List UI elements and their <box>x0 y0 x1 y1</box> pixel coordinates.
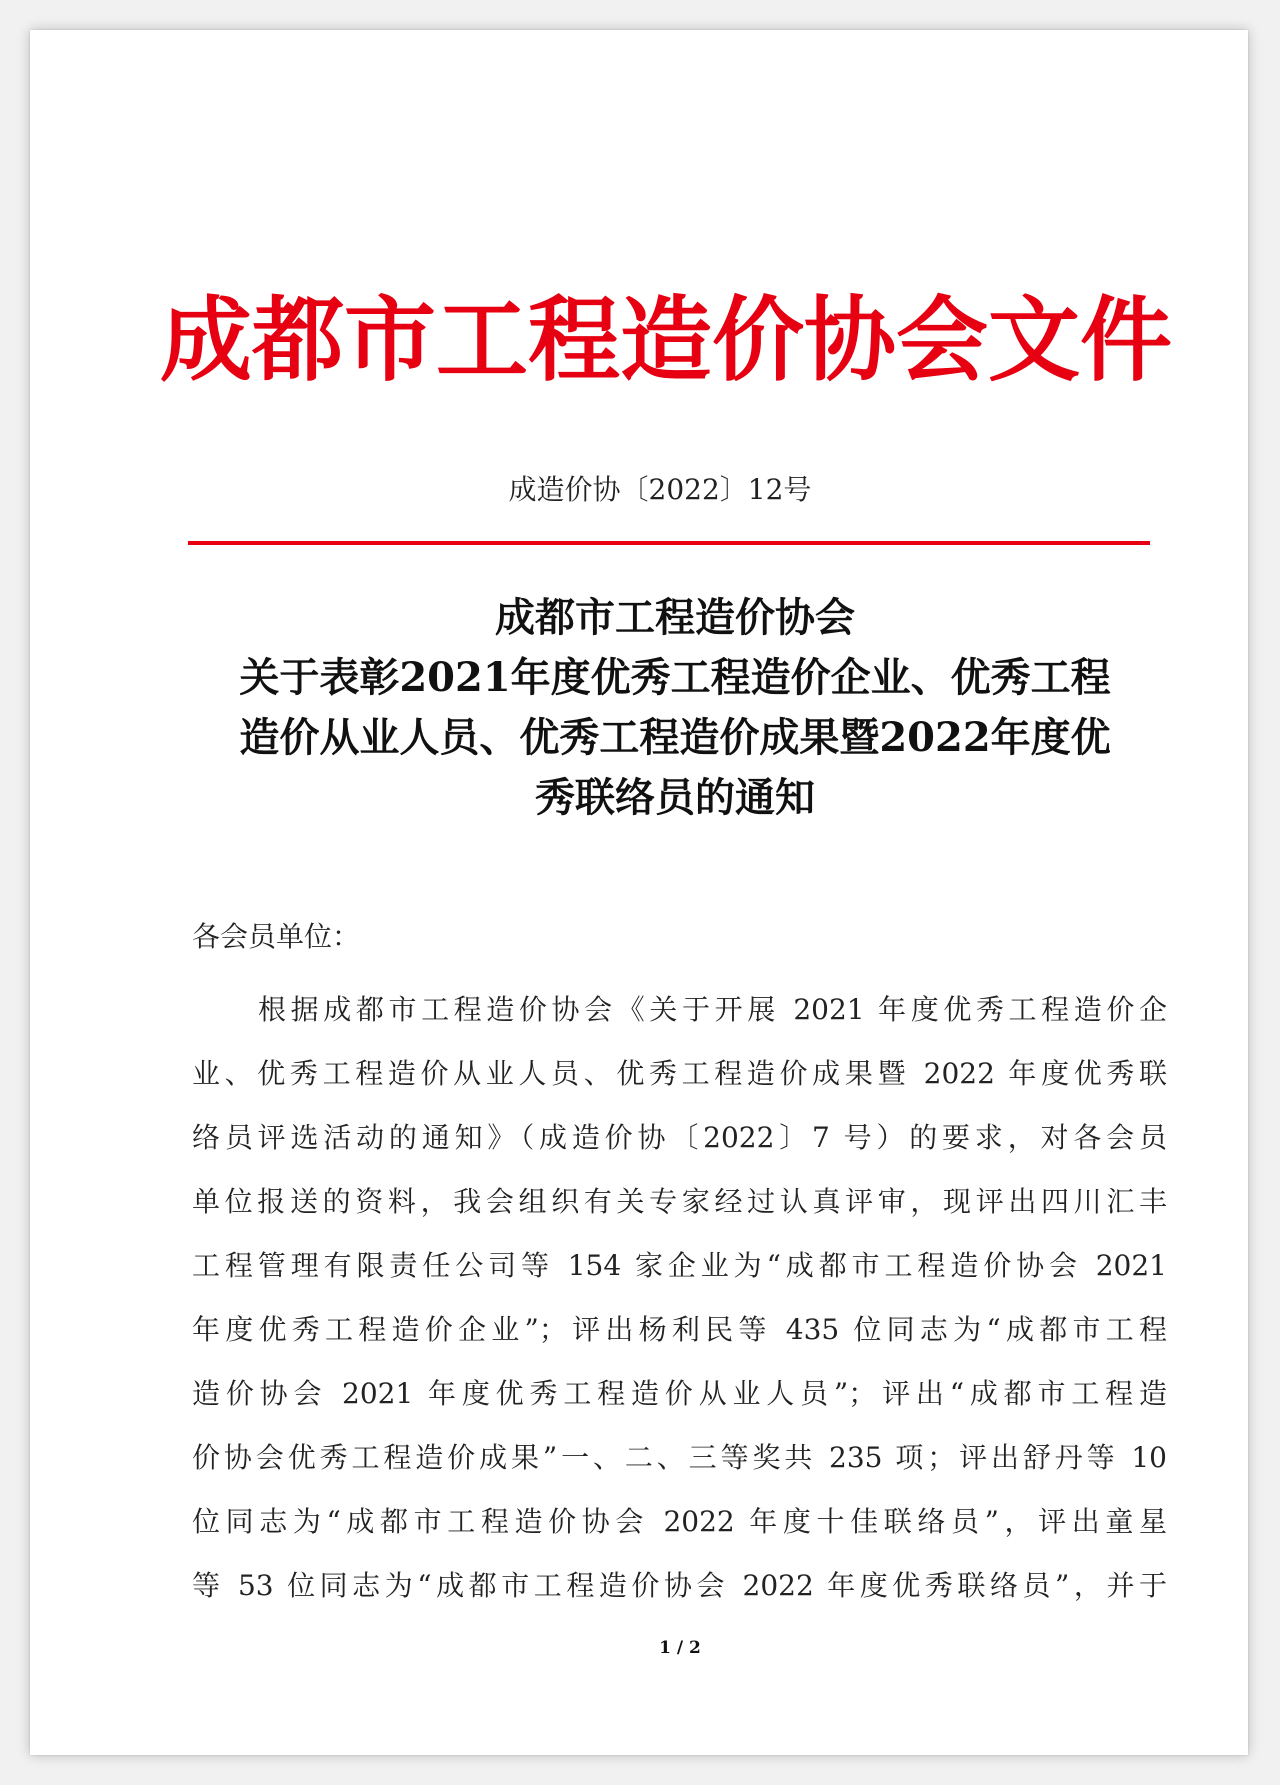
body-line: 业、优秀工程造价从业人员、优秀工程造价成果暨 2022 年度优秀联 <box>192 1057 1167 1090</box>
title-line: 关于表彰2021年度优秀工程造价企业、优秀工程 <box>239 654 1111 701</box>
body-paragraph <box>192 978 1167 1618</box>
body-line: 价协会优秀工程造价成果”一、二、三等奖共 235 项；评出舒丹等 10 <box>192 1441 1167 1474</box>
body-line: 根据成都市工程造价协会《关于开展 2021 年度优秀工程造价企 <box>258 993 1167 1026</box>
title-line: 秀联络员的通知 <box>535 774 815 821</box>
notice-title <box>185 588 1165 828</box>
document-number: 成造价协〔2022〕12号 <box>508 473 812 506</box>
red-divider-rule <box>188 541 1150 545</box>
body-line: 年度优秀工程造价企业”；评出杨利民等 435 位同志为“成都市工程 <box>192 1313 1167 1346</box>
body-line: 络员评选活动的通知》（成造价协〔2022〕7 号）的要求，对各会员 <box>192 1121 1167 1154</box>
masthead: 成都市工程造价协会文件 <box>160 286 1173 394</box>
page-number: 1 / 2 <box>659 1638 701 1658</box>
body-line: 位同志为“成都市工程造价协会 2022 年度十佳联络员”，评出童星 <box>192 1505 1167 1538</box>
title-line: 造价从业人员、优秀工程造价成果暨2022年度优 <box>239 714 1111 761</box>
salutation: 各会员单位： <box>192 920 361 953</box>
body-line: 工程管理有限责任公司等 154 家企业为“成都市工程造价协会 2021 <box>192 1249 1167 1282</box>
document-page <box>30 30 1248 1755</box>
body-line: 造价协会 2021 年度优秀工程造价从业人员”；评出“成都市工程造 <box>192 1377 1167 1410</box>
body-line: 单位报送的资料，我会组织有关专家经过认真评审，现评出四川汇丰 <box>192 1185 1167 1218</box>
body-line: 等 53 位同志为“成都市工程造价协会 2022 年度优秀联络员”，并于 <box>192 1569 1167 1602</box>
title-line: 成都市工程造价协会 <box>495 594 855 641</box>
